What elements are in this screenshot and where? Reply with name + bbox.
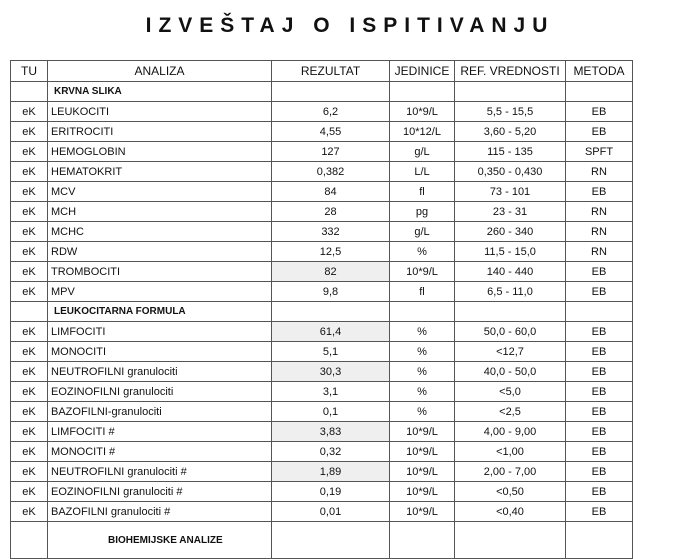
unit-cell: 10*9/L [390, 442, 455, 462]
result-cell: 82 [272, 262, 390, 282]
unit-cell: 10*9/L [390, 262, 455, 282]
analysis-name-cell: MCV [48, 182, 272, 202]
result-cell: 0,32 [272, 442, 390, 462]
col-header-analiza: ANALIZA [48, 61, 272, 82]
method-cell: EB [566, 502, 633, 522]
analysis-name-cell: MONOCITI # [48, 442, 272, 462]
analysis-name-cell: MPV [48, 282, 272, 302]
section-empty-cell [390, 522, 455, 559]
analysis-name-cell: ERITROCITI [48, 122, 272, 142]
reference-cell: 2,00 - 7,00 [455, 462, 566, 482]
table-row [11, 242, 633, 262]
table-row [11, 282, 633, 302]
result-cell: 0,01 [272, 502, 390, 522]
table-row [11, 262, 633, 282]
analysis-name-cell: NEUTROFILNI granulociti [48, 362, 272, 382]
analysis-name-cell: EOZINOFILNI granulociti [48, 382, 272, 402]
reference-cell: 140 - 440 [455, 262, 566, 282]
method-cell: EB [566, 182, 633, 202]
analysis-name-cell: BAZOFILNI granulociti # [48, 502, 272, 522]
tu-cell: eK [11, 262, 48, 282]
analysis-name-cell: BAZOFILNI-granulociti [48, 402, 272, 422]
tu-cell: eK [11, 482, 48, 502]
tu-cell: eK [11, 342, 48, 362]
method-cell: EB [566, 422, 633, 442]
section-title: LEUKOCITARNA FORMULA [48, 302, 272, 322]
result-cell: 61,4 [272, 322, 390, 342]
section-empty-cell [272, 82, 390, 102]
reference-cell: 5,5 - 15,5 [455, 102, 566, 122]
tu-cell: eK [11, 422, 48, 442]
tu-cell: eK [11, 182, 48, 202]
col-header-tu: TU [11, 61, 48, 82]
tu-cell: eK [11, 382, 48, 402]
table-row [11, 182, 633, 202]
report-title: IZVEŠTAJ O ISPITIVANJU [145, 14, 555, 37]
result-cell: 9,8 [272, 282, 390, 302]
section-title: KRVNA SLIKA [48, 82, 272, 102]
table-row [11, 222, 633, 242]
method-cell: EB [566, 342, 633, 362]
tu-cell: eK [11, 202, 48, 222]
analysis-name-cell: HEMATOKRIT [48, 162, 272, 182]
analysis-name-cell: EOZINOFILNI granulociti # [48, 482, 272, 502]
reference-cell: 6,5 - 11,0 [455, 282, 566, 302]
result-cell: 4,55 [272, 122, 390, 142]
col-header-rezultat: REZULTAT [272, 61, 390, 82]
reference-cell: 40,0 - 50,0 [455, 362, 566, 382]
section-tu-cell [11, 522, 48, 559]
table-row [11, 462, 633, 482]
tu-cell: eK [11, 362, 48, 382]
table-row [11, 382, 633, 402]
table-row [11, 342, 633, 362]
method-cell: EB [566, 282, 633, 302]
tu-cell: eK [11, 162, 48, 182]
reference-cell: 0,350 - 0,430 [455, 162, 566, 182]
results-body [11, 82, 633, 559]
table-row [11, 422, 633, 442]
section-empty-cell [272, 302, 390, 322]
method-cell: SPFT [566, 142, 633, 162]
unit-cell: 10*9/L [390, 482, 455, 502]
result-cell: 127 [272, 142, 390, 162]
method-cell: EB [566, 482, 633, 502]
method-cell: EB [566, 442, 633, 462]
tu-cell: eK [11, 502, 48, 522]
reference-cell: <0,40 [455, 502, 566, 522]
col-header-metoda: METODA [566, 61, 633, 82]
table-row [11, 102, 633, 122]
table-row [11, 202, 633, 222]
results-table [10, 60, 633, 559]
unit-cell: L/L [390, 162, 455, 182]
tu-cell: eK [11, 222, 48, 242]
unit-cell: g/L [390, 142, 455, 162]
reference-cell: <2,5 [455, 402, 566, 422]
method-cell: EB [566, 122, 633, 142]
result-cell: 28 [272, 202, 390, 222]
result-cell: 0,382 [272, 162, 390, 182]
method-cell: RN [566, 162, 633, 182]
reference-cell: 115 - 135 [455, 142, 566, 162]
analysis-name-cell: TROMBOCITI [48, 262, 272, 282]
tu-cell: eK [11, 282, 48, 302]
reference-cell: 260 - 340 [455, 222, 566, 242]
reference-cell: <0,50 [455, 482, 566, 502]
col-header-ref: REF. VREDNOSTI [455, 61, 566, 82]
table-row [11, 482, 633, 502]
tu-cell: eK [11, 242, 48, 262]
table-row [11, 142, 633, 162]
method-cell: RN [566, 202, 633, 222]
analysis-name-cell: MCH [48, 202, 272, 222]
unit-cell: fl [390, 282, 455, 302]
unit-cell: pg [390, 202, 455, 222]
reference-cell: 4,00 - 9,00 [455, 422, 566, 442]
result-cell: 84 [272, 182, 390, 202]
result-cell: 0,1 [272, 402, 390, 422]
reference-cell: <12,7 [455, 342, 566, 362]
reference-cell: 23 - 31 [455, 202, 566, 222]
reference-cell: 3,60 - 5,20 [455, 122, 566, 142]
analysis-name-cell: MONOCITI [48, 342, 272, 362]
section-empty-cell [455, 82, 566, 102]
section-tu-cell [11, 82, 48, 102]
unit-cell: % [390, 342, 455, 362]
unit-cell: g/L [390, 222, 455, 242]
result-cell: 3,1 [272, 382, 390, 402]
tu-cell: eK [11, 442, 48, 462]
section-empty-cell [272, 522, 390, 559]
section-header-row [11, 82, 633, 102]
unit-cell: 10*12/L [390, 122, 455, 142]
unit-cell: % [390, 242, 455, 262]
unit-cell: 10*9/L [390, 422, 455, 442]
method-cell: EB [566, 402, 633, 422]
analysis-name-cell: HEMOGLOBIN [48, 142, 272, 162]
section-empty-cell [390, 302, 455, 322]
method-cell: EB [566, 462, 633, 482]
unit-cell: 10*9/L [390, 502, 455, 522]
reference-cell: 73 - 101 [455, 182, 566, 202]
analysis-name-cell: LEUKOCITI [48, 102, 272, 122]
result-cell: 5,1 [272, 342, 390, 362]
header-row [11, 61, 633, 82]
unit-cell: % [390, 322, 455, 342]
unit-cell: % [390, 382, 455, 402]
unit-cell: % [390, 362, 455, 382]
method-cell: EB [566, 102, 633, 122]
result-cell: 12,5 [272, 242, 390, 262]
section-empty-cell [566, 522, 633, 559]
method-cell: EB [566, 382, 633, 402]
section-header-row [11, 522, 633, 559]
tu-cell: eK [11, 142, 48, 162]
table-row [11, 362, 633, 382]
tu-cell: eK [11, 122, 48, 142]
reference-cell: 50,0 - 60,0 [455, 322, 566, 342]
method-cell: RN [566, 222, 633, 242]
section-empty-cell [566, 302, 633, 322]
col-header-jedinice: JEDINICE [390, 61, 455, 82]
result-cell: 6,2 [272, 102, 390, 122]
analysis-name-cell: RDW [48, 242, 272, 262]
analysis-name-cell: LIMFOCITI [48, 322, 272, 342]
section-title: BIOHEMIJSKE ANALIZE [48, 522, 272, 559]
section-tu-cell [11, 302, 48, 322]
result-cell: 0,19 [272, 482, 390, 502]
analysis-name-cell: LIMFOCITI # [48, 422, 272, 442]
unit-cell: % [390, 402, 455, 422]
table-row [11, 162, 633, 182]
method-cell: EB [566, 362, 633, 382]
method-cell: EB [566, 322, 633, 342]
unit-cell: fl [390, 182, 455, 202]
section-empty-cell [455, 522, 566, 559]
analysis-name-cell: MCHC [48, 222, 272, 242]
section-empty-cell [566, 82, 633, 102]
method-cell: RN [566, 242, 633, 262]
result-cell: 30,3 [272, 362, 390, 382]
analysis-name-cell: NEUTROFILNI granulociti # [48, 462, 272, 482]
table-row [11, 442, 633, 462]
table-row [11, 322, 633, 342]
result-cell: 3,83 [272, 422, 390, 442]
result-cell: 1,89 [272, 462, 390, 482]
tu-cell: eK [11, 462, 48, 482]
reference-cell: <5,0 [455, 382, 566, 402]
table-row [11, 122, 633, 142]
section-header-row [11, 302, 633, 322]
reference-cell: 11,5 - 15,0 [455, 242, 566, 262]
section-empty-cell [455, 302, 566, 322]
table-row [11, 502, 633, 522]
tu-cell: eK [11, 402, 48, 422]
reference-cell: <1,00 [455, 442, 566, 462]
table-row [11, 402, 633, 422]
result-cell: 332 [272, 222, 390, 242]
tu-cell: eK [11, 322, 48, 342]
unit-cell: 10*9/L [390, 462, 455, 482]
method-cell: EB [566, 262, 633, 282]
section-empty-cell [390, 82, 455, 102]
tu-cell: eK [11, 102, 48, 122]
unit-cell: 10*9/L [390, 102, 455, 122]
